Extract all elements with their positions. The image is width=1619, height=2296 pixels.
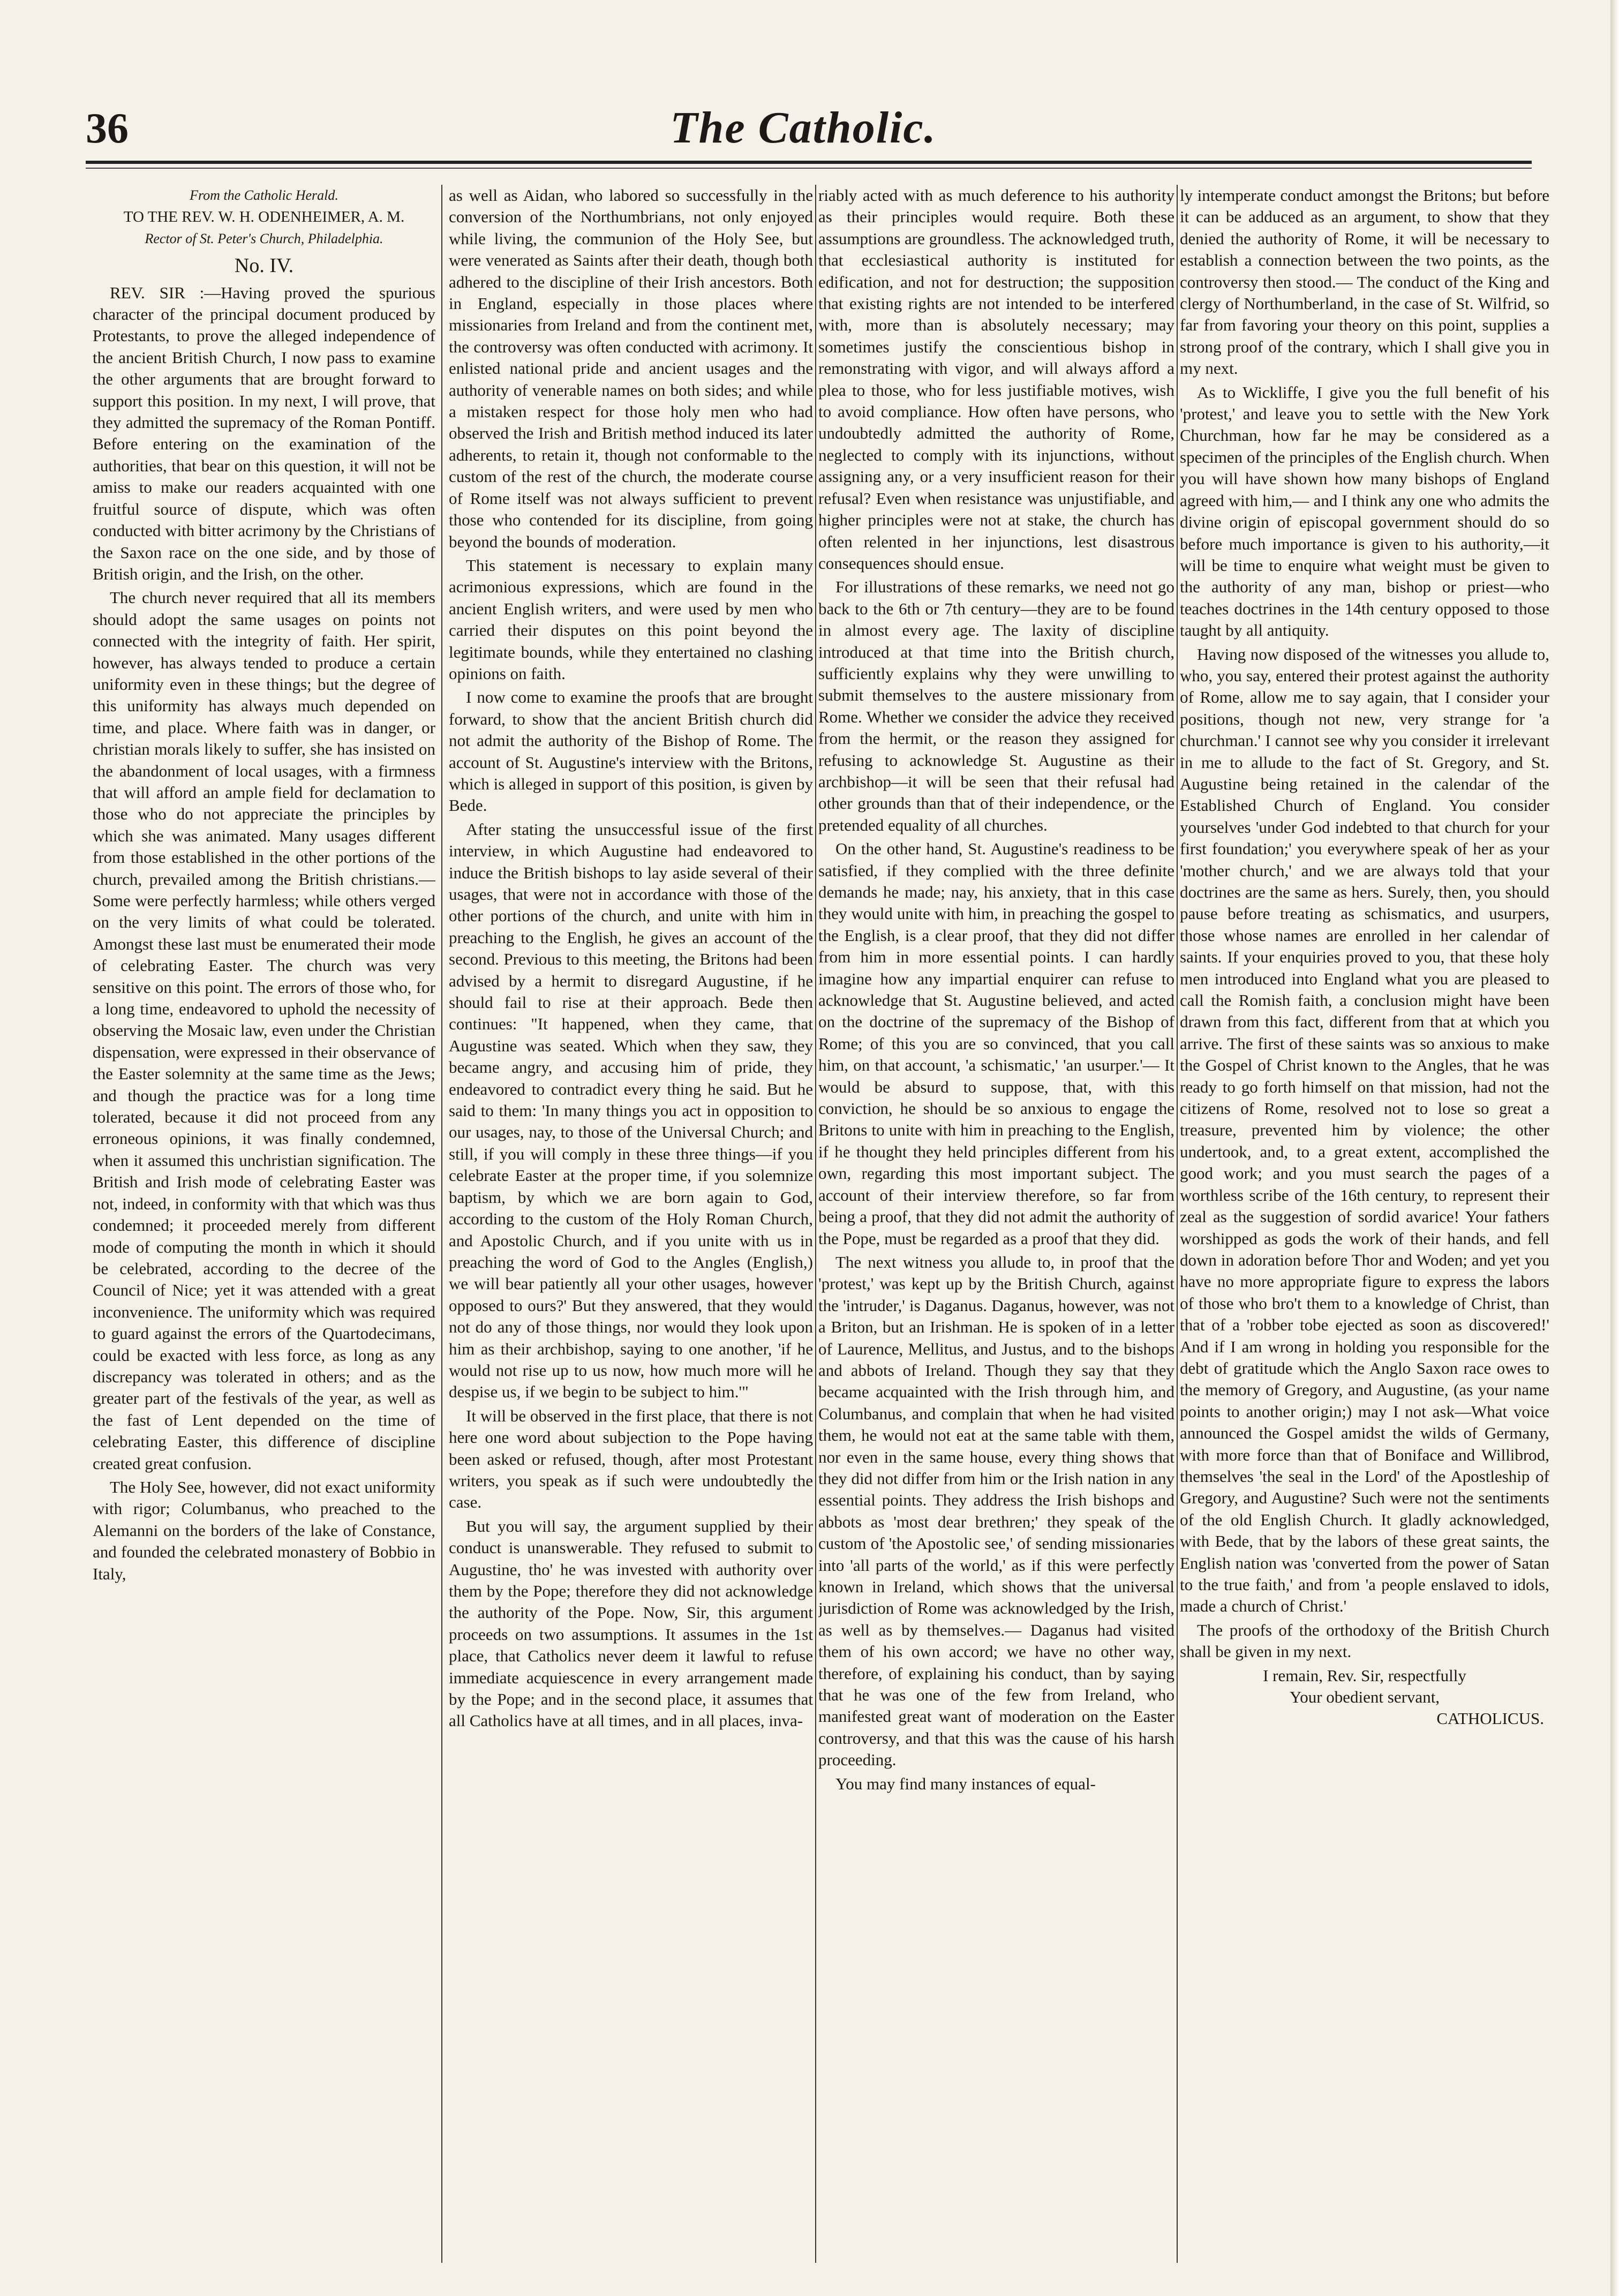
paragraph: The next witness you allude to, in proof that the 'protest,' was kept up by the British Church, against the 'intruder,' is Daganus. Daganus, however, was not a Briton, but an Irishman. He is spoken of in a letter of Laurence, Mellitus, and Justus, and to the bishops and abbots of Ireland. Though they say that they became acquainted with the Irish through him, and Columbanus, and complain that when he had visited them, he would not eat at the same table with them, nor even in the same house, every thing shows that they did not differ from him or the Irish nation in any essential points. They address the Irish bishops and abbots as 'most dear brethren;' they speak of the custom of 'the Apostolic see,' of sending missionaries into 'all parts of the world,' as if this were perfectly known in Ireland, which shows that the universal jurisdiction of Rome was acknowledged by the Irish, as well as by themselves.— Daganus had visited them of his own accord; we have no other way, therefore, of explaining his conduct, than by saying that he was one of the few from Ireland, who manifested great want of moderation on the Easter controversy, and that this was the cause of his harsh proceeding. (818, 1252, 1174, 1770)
addressee: TO THE REV. W. H. ODENHEIMER, A. M. (123, 208, 405, 226)
page-edge (1610, 0, 1619, 2296)
closing-remain: I remain, Rev. Sir, respectfully (1263, 1666, 1466, 1685)
paragraph: Having now disposed of the witnesses you allude to, who, you say, entered their protest against the authority of Rome, allow me to say again, that I consider your positions, though not new, very strange for 'a churchman.' I cannot see why you consider it irrelevant in me to allude to the fact of St. Gregory, and St. Augustine being retained in the calendar of the Established Church of England. You consider yourselves 'under God indebted to that church for your first foundation;' you everywhere speak of her as your 'mother church,' and we are always told that your doctrines are the same as hers. Surely, then, you should pause before treating as schismatics, and usurpers, those whose names are enrolled in her calendar of saints. If your enquiries proved to you, that these holy men introduced into England what you are pleased to call the Romish faith, a conclusion might have been drawn from this fact, different from that at which you arrive. The first of these saints was so anxious to make the Gospel of Christ known to the Angles, that he was ready to go forth himself on that mission, had not the citizens of Rome, resolved not to lose so great a treasure, prevented him by violence; the other undertook, and, to a great extent, accomplished the good work; and you must search the pages of a worthless scribe of the 16th century, to represent their zeal as the suggestion of sordid avarice! Your fathers worshipped as gods the work of their hands, and fell down in adoration before Thor and Woden; and yet you have no more appropriate figure to express the labors of those who bro't them to a knowledge of Christ, than that of a 'robber tobe ejected as soon as discovered!' And if I am wrong in holding you responsible for the debt of gratitude which the Anglo Saxon race owes to the memory of Gregory, and Augustine, (as your name points to another origin;) may I not ask—What voice announced the Gospel amidst the wilds of Germany, with more force than that of Boniface and Willibrod, themselves 'the seal in the Lord' of the Apostleship of Gregory, and Augustine? Such were not the sentiments of the old English Church. It gladly acknowledged, with Bede, that by the labors of these great saints, the English nation was 'converted from the power of Satan to the true faith,' and from 'a people enslaved to idols, made a church of Christ.' (1180, 644, 1549, 1616)
paragraph: I now come to examine the proofs that are brought forward, to show that the ancient British church did not admit the authority of the Bishop of Rome. The account of St. Augustine's interview with the Britons, which is alleged in support of this position, is given by Bede. (449, 688, 813, 815)
page-number: 36 (86, 105, 129, 152)
paragraph: ly intemperate conduct amongst the Britons; but before it can be adduced as an argument, to show that they denied the authority of Rome, it will be necessary to establish a connection between the two points, as the controversy then stood.— The conduct of the King and clergy of Northumberland, in the case of St. Wilfrid, so far from favoring your theory on this point, supplies a strong proof of the contrary, which I shall give you in my next. (1180, 186, 1549, 378)
paragraph: But you will say, the argument supplied by their conduct is unanswerable. They refused to submit to Augustine, tho' he was invested with authority over them by the Pope; therefore they did not acknowledge the authority of the Pope. Now, Sir, this argument proceeds on two assumptions. It assumes in the 1st place, that Catholics never deem it lawful to refuse immediate acquiescence in every arrangement made by the Pope; and in the second place, it assumes that all Catholics have at all times, and in all places, inva- (449, 1516, 813, 1730)
paragraph: This statement is necessary to explain many acrimonious expressions, which are found in the ancient English writers, and were used by men who carried their disputes on this point beyond the legitimate bounds, while they entertained no clashing opinions on faith. (449, 555, 813, 683)
paragraph: REV. SIR :—Having proved the spurious character of the principal document produced by Protestants, to prove the alleged independence of the ancient British Church, I now pass to examine the other arguments that are brought forward to support this position. In my next, I will prove, that they admitted the supremacy of the Roman Pontiff. Before entering on the examination of the authorities, that bear on this question, it will not be amiss to make our readers acquainted with one fruitful source of dispute, which was often conducted with bitter acrimony by the Christians of the Saxon race on the one side, and by those of British origin, and the Irish, on the other. (93, 283, 435, 583)
source-line: From the Catholic Herald. (190, 187, 338, 203)
page-header (80, 99, 1526, 163)
column-2 (449, 185, 813, 2263)
paragraph: For illustrations of these remarks, we need not go back to the 6th or 7th century—they are to be found in almost every age. The laxity of discipline introduced at that time into the British church, sufficiently explains why they were unwilling to submit themselves to the austere missionary from Rome. Whether we consider the advice they received from the hermit, or the reason they assigned for refusing to acknowledge St. Augustine as their archbishop—it will be seen that their refusal had other grounds than that of their independence, or the pretended equality of all churches. (818, 577, 1174, 834)
masthead: The Catholic. (670, 103, 937, 153)
paragraph: The Holy See, however, did not exact uniformity with rigor; Columbanus, who preached to the Alemanni on the borders of the lake of Constance, and founded the celebrated monastery of Bobbio in Italy, (93, 1477, 435, 1583)
column-divider (1177, 185, 1178, 2263)
paragraph: After stating the unsuccessful issue of the first interview, in which Augustine had endeavored to induce the British bishops to lay aside several of their usages, that were not in accordance with those of the other portions of the church, and unite with him in preaching to the English, he gives an account of the second. Previous to this meeting, the Britons had been advised by a hermit to disregard Augustine, if he should fail to rise at their approach. Bede then continues: "It happened, when they came, that Augustine was seated. Which when they saw, they became angry, and accusing him of pride, they endeavored to contradict every thing he said. But he said to them: 'In many things you act in opposition to our usages, nay, to those of the Universal Church; and still, if you will comply in these three things—if you celebrate Easter at the proper time, if you solemnize baptism, by which we are born again to God, according to the custom of the Holy Roman Church, and Apostolic Church, and if you unite with us in preaching the word of God to the Angles (English,) we will bear patiently all your other usages, however opposed to ours?' But they answered, that they would not do any of those things, nor would they look upon him as their archbishop, saying to one another, 'if he would not rise up to us now, how much more will he despise us, if we begin to be subject to him.'" (449, 819, 813, 1402)
paragraph: riably acted with as much deference to his authority as their principles would require. Both these assumptions are groundless. The acknowledged truth, that ecclesiastical authority is instituted for edification, and not for destruction; the supposition that existing rights are not intended to be interfered with, more than is absolutely necessary; may sometimes justify the conscientious bishop in remonstrating with vigor, and will always afford a plea to those, who for less justifiable motives, wish to avoid compliance. How often have persons, who undoubtedly admitted the authority of Rome, neglected to comply with its injunctions, without assigning any, or a very insufficient reason for their refusal? Even when resistance was unjustifiable, and higher principles were not at stake, the church has often relented in her injunctions, lest disastrous consequences should ensue. (818, 186, 1174, 573)
paragraph: On the other hand, St. Augustine's readiness to be satisfied, if they complied with the three definite demands he made; nay, his anxiety, that in this case they would unite with him, in preaching the gospel to the English, is a clear proof, that they did not differ from him in more essential points. I can hardly imagine how any impartial enquirer can refuse to acknowledge that St. Augustine believed, and acted on the doctrine of the supremacy of the Bishop of Rome; of this you are so convinced, that you call him, on that account, 'a schismatic,' 'an usurper.'— It would be absurd to suppose, that, with this conviction, he should be so anxious to engage the Britons to unite with him in preaching to the English, if he thought they held principles different from his own, regarding this most important subject. The account of their interview therefore, so far from being a proof, that they did not admit the authority of the Pope, must be regarded as a proof that they did. (818, 839, 1174, 1248)
paragraph: You may find many instances of equal- (835, 1774, 1096, 1793)
paragraph: As to Wickliffe, I give you the full benefit of his 'protest,' and leave you to settle with the New York Churchman, how far he may be considered as a specimen of the principles of the English church. When you will have shown how many bishops of England agreed with him,— and I think any one who admits the divine origin of episcopal government should do so before much importance is given to his authority,—it will be time to enquire what weight must be given to the authority of any man, bishop or priest—who teaches doctrines in the 14th century opposed to those taught by all antiquity. (1180, 382, 1549, 640)
rector-line: Rector of St. Peter's Church, Philadelphia. (145, 230, 383, 246)
signature: CATHOLICUS. (1436, 1709, 1544, 1728)
paragraph: It will be observed in the first place, that there is not here one word about subjection to the Pope having been asked or refused, though, after most Protestant writers, you speak as if such were undoubtedly the case. (449, 1406, 813, 1512)
header-rule-thin (86, 168, 1532, 169)
header-rule (86, 161, 1532, 164)
column-divider (441, 185, 442, 2263)
paragraph: The church never required that all its members should adopt the same usages on points not connected with the integrity of faith. Her spirit, however, has always tended to produce a certain uniformity even in these things; but the degree of this uniformity has always much depended on time, and place. Where faith was in danger, or christian morals likely to suffer, she has insisted on the abandonment of local usages, with a firmness that will afford an ample field for declamation to those who do not appreciate the principles by which she was animated. Many usages different from those established in the other portions of the church, prevailed among the British christians.— Some were perfectly harmless; while others verged on the very limits of what could be tolerated. Amongst these last must be enumerated their mode of celebrating Easter. The church was very sensitive on this point. The errors of those who, for a long time, endeavored to uphold the necessity of observing the Mosaic law, even under the Christian dispensation, were expressed in their observance of the Easter solemnity at the same time as the Jews; and though the practice was for a long time tolerated, because it did not proceed from any erroneous opinions, it was finally condemned, when it assumed this unchristian signification. The British and Irish mode of celebrating Easter was not, indeed, in conformity with that which was thus condemned; it proceeded merely from different mode of computing the month in which it should be celebrated, according to the decree of the Council of Nice; yet it was attended with a great inconvenience. The uniformity which was required to guard against the errors of the Quartodecimans, could be exacted with less force, as long as any discrepancy was tolerated in others; and as the greater part of the festivals of the year, as well as the fast of Lent depended on the time of celebrating Easter, this difference of discipline created great confusion. (93, 588, 435, 1473)
column-3 (818, 185, 1174, 2263)
paragraph: as well as Aidan, who labored so successfully in the conversion of the Northumbrians, not only enjoyed while living, the communion of the Holy See, but were venerated as Saints after their death, though both adhered to the discipline of their Irish ancestors. Both in England, especially in those places where missionaries from Ireland and from the continent met, the controversy was often conducted with acrimony. It enlisted national pride and ancient usages and the authority of venerable names on both sides; and while a mistaken respect for those holy men who had observed the Irish and British method induced its later adherents, to retain it, though not conformable to the custom of the rest of the church, the moderate course of Rome itself was not always sufficient to prevent those who contended for its discipline, from going beyond the bounds of moderation. (449, 186, 813, 551)
column-1 (93, 185, 435, 2263)
column-4 (1180, 185, 1549, 2263)
paragraph: The proofs of the orthodoxy of the British Church shall be given in my next. (1180, 1620, 1549, 1661)
closing-servant: Your obedient servant, (1289, 1688, 1440, 1707)
letter-number: No. IV. (234, 254, 294, 277)
column-divider (815, 185, 816, 2263)
